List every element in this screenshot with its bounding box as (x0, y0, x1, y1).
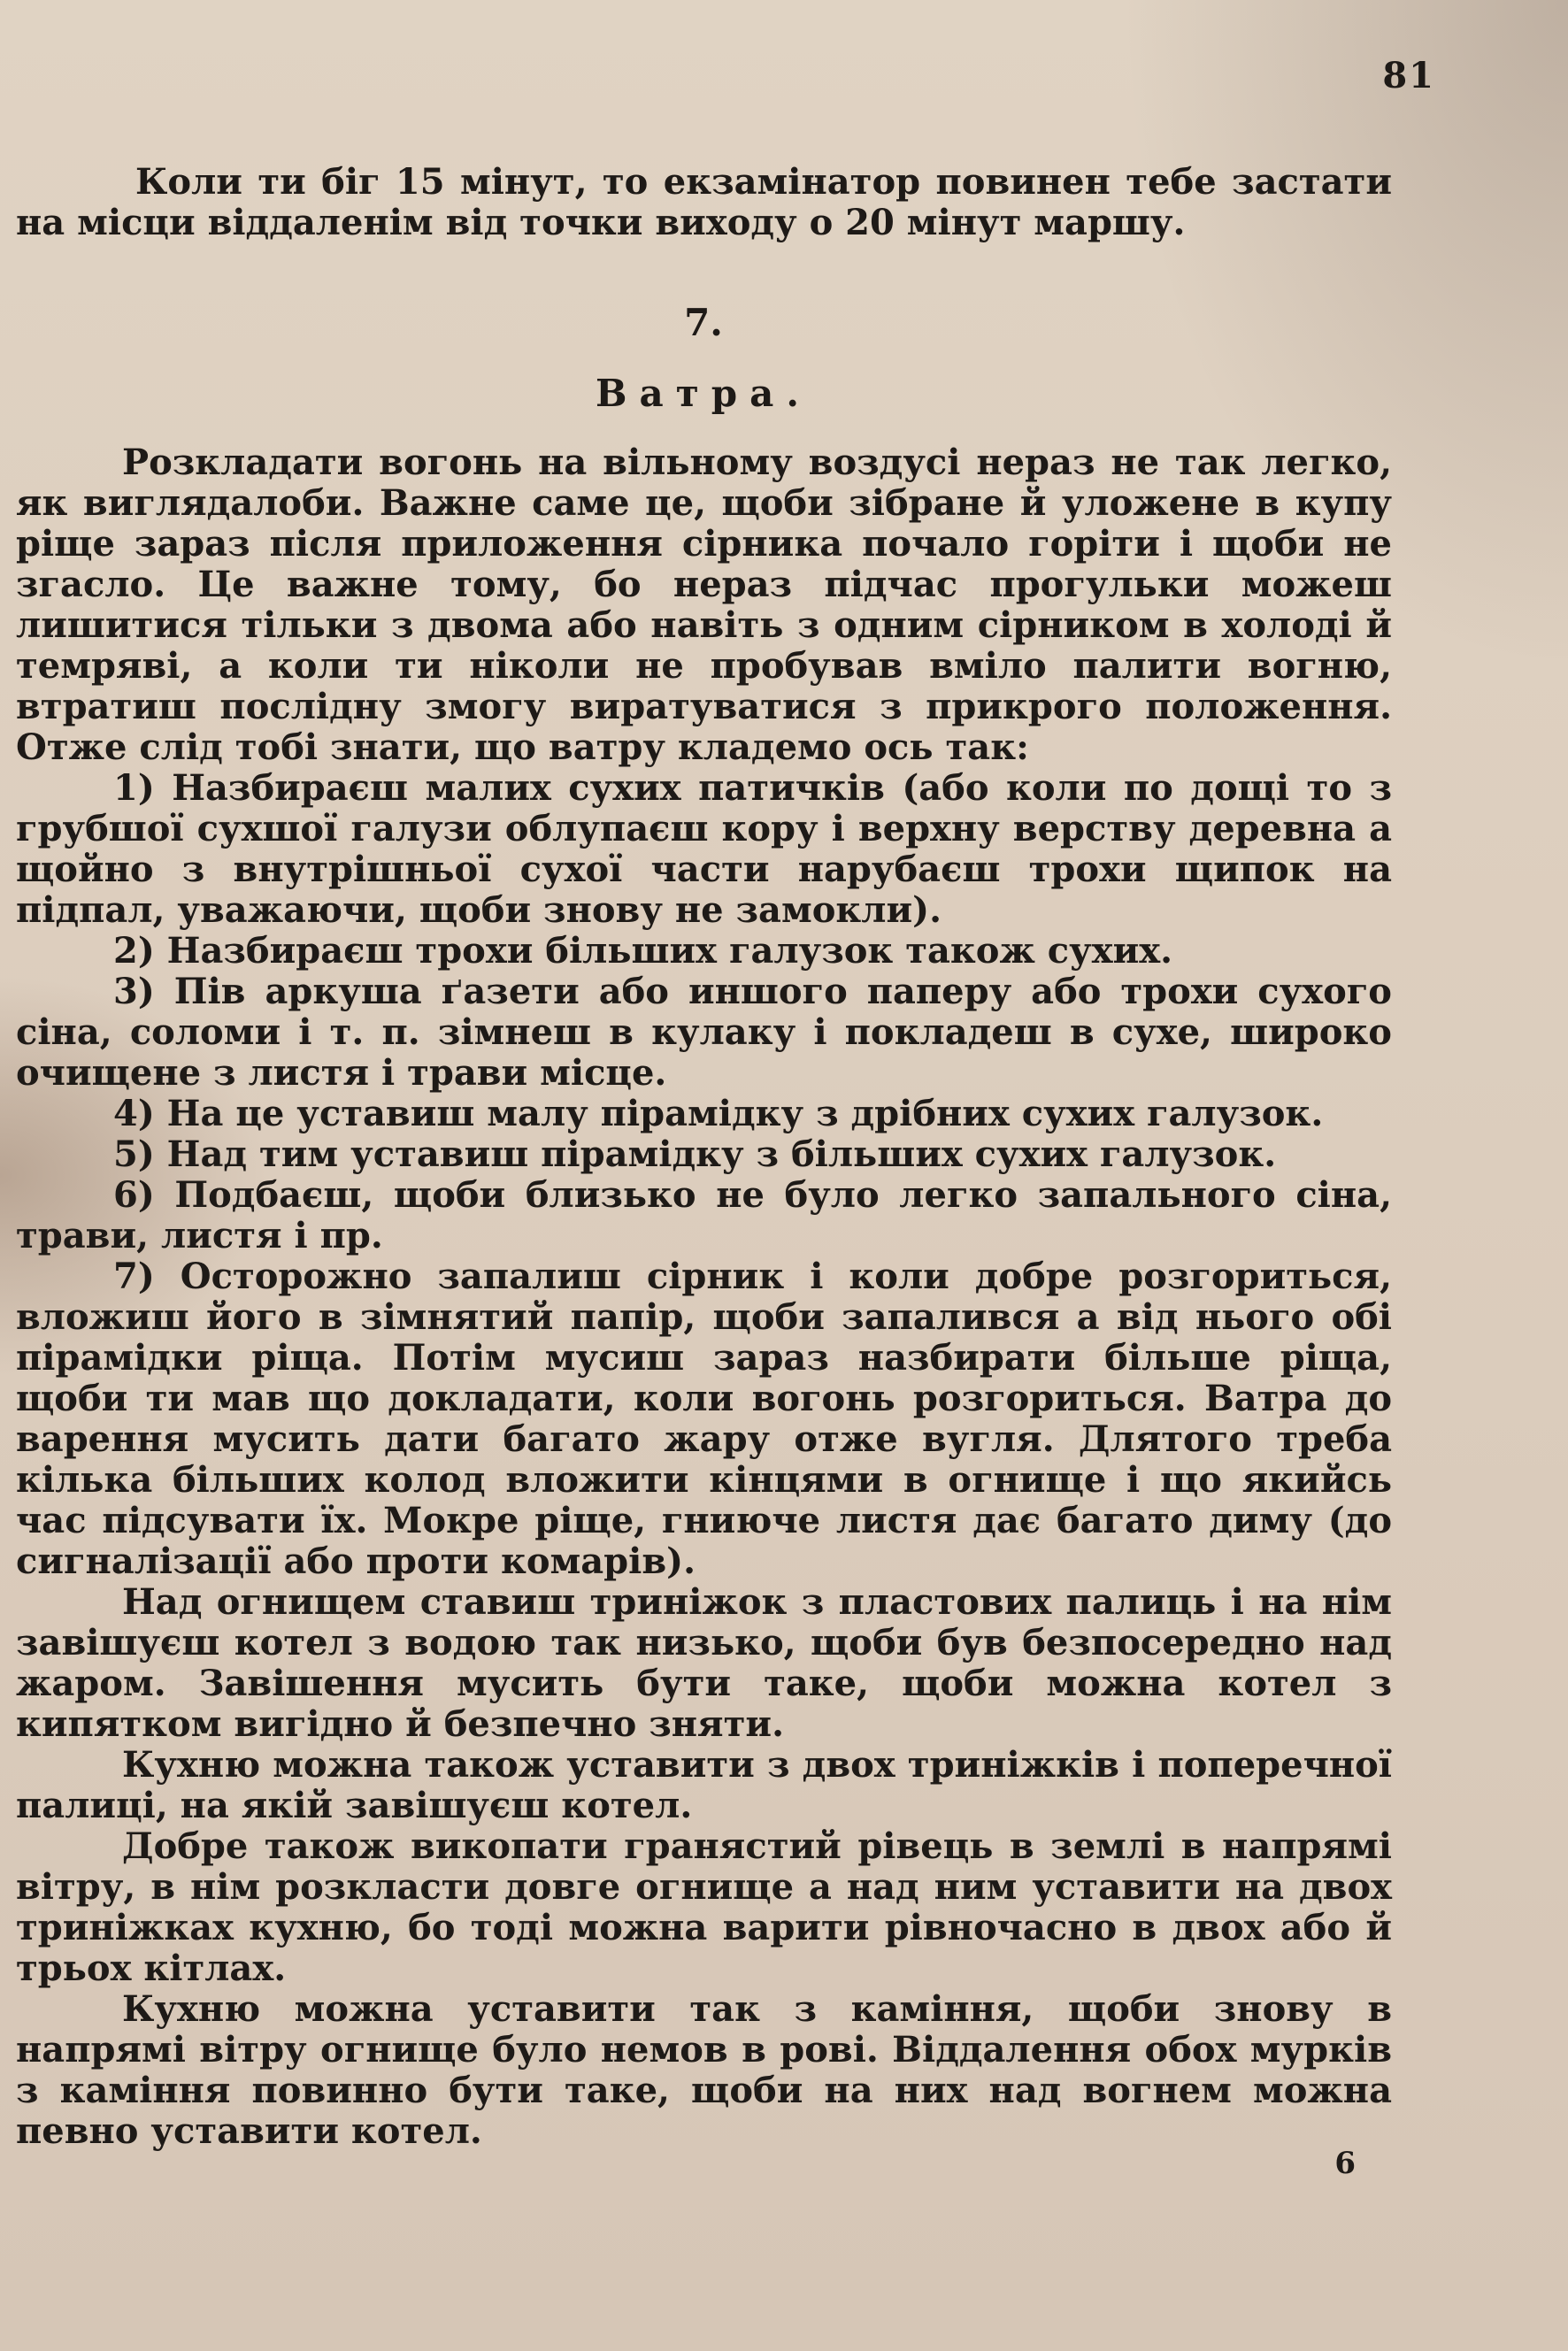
list-item-2: 2) Назбираєш трохи більших галузок також сухих. (113, 930, 1173, 972)
page-number-top: 81 (1382, 55, 1435, 96)
list-item-6: 6) Подбаєш, щоби близько не було легко запального сіна, трави, листя і пр. (16, 1174, 1392, 1256)
section-number: 7. (684, 301, 723, 344)
list-item-3: 3) Пів аркуша ґазети або иншого паперу або трохи сухого сіна, соломи і т. п. зімнеш в кулаку і покладеш в сухе, широко очищене з листя і трави місце. (16, 971, 1392, 1094)
list-item-7: 7) Осторожно запалиш сірник і коли добре розгориться, вложиш його в зімнятий папір, щоби запалився а від нього обі пірамідки ріща. Потім мусиш зараз назбирати більше ріща, щоби ти мав що докладати, коли вогонь розгориться. Ватра до варення мусить дати багато жару отже вугля. Длятого треба кілька більших колод вложити кінцями в огнище і що якийсь час підсувати їх. Мокре ріще, гниюче листя дає багато диму (до сигналізації або проти комарів). (16, 1256, 1392, 1582)
paragraph-two-tripods: Кухню можна також уставити з двох триніжків і поперечної палиці, на якій завішуєш котел. (16, 1744, 1392, 1826)
paragraph-stones: Кухню можна уставити так з каміння, щоби знову в напрямі вітру огнище було немов в рові. Віддалення обох мурків з каміння повинно бути таке, щоби на них над вогнем можна певно уставити котел. (16, 1988, 1392, 2152)
paragraph-trench: Добре також викопати гранястий рівець в землі в напрямі вітру, в нім розкласти довге огнище а над ним уставити на двох триніжках кухню, бо тоді можна варити рівночасно в двох або й трьох кітлах. (16, 1825, 1392, 1989)
intro-text (16, 162, 1392, 243)
page-signature-number: 6 (1334, 2146, 1356, 2181)
list-item-5: 5) Над тим уставиш пірамідку з більших сухих галузок. (113, 1133, 1277, 1175)
list-item-4: 4) На це уставиш малу пірамідку з дрібних сухих галузок. (113, 1093, 1324, 1134)
section-title: Ватра. (596, 372, 811, 415)
section-body (16, 442, 1392, 2152)
paragraph-intro: Розкладати вогонь на вільному воздусі нераз не так легко, як виглядалоби. Важне саме це, щоби зібране й уложене в купу ріще зараз після приложення сірника почало горіти і щоби не згасло. Це важне тому, бо нераз підчас прогульки можеш лишитися тільки з двома або навіть з одним сірником в холоді й темряві, а коли ти ніколи не пробував вміло палити вогню, втратиш послідну змогу виратуватися з прикрого положення. Отже слід тобі знати, що ватру кладемо ось так: (16, 442, 1392, 768)
list-item-1: 1) Назбираєш малих сухих патичків (або коли по дощі то з грубшої сухшої галузи облупаєш кору і верхну верству деревна а щойно з внутрішньої сухої части нарубаєш трохи щипок на підпал, уважаючи, щоби знову не замокли). (16, 767, 1392, 931)
intro-paragraph: Коли ти біг 15 мінут, то екзамінатор повинен тебе застати на місци віддаленім від точки виходу о 20 мінут маршу. (16, 161, 1392, 243)
paragraph-tripod: Над огнищем ставиш триніжок з пластових палиць і на нім завішуєш котел з водою так низько, щоби був безпосередно над жаром. Завішення мусить бути таке, щоби можна котел з кипятком вигідно й безпечно зняти. (16, 1581, 1392, 1745)
